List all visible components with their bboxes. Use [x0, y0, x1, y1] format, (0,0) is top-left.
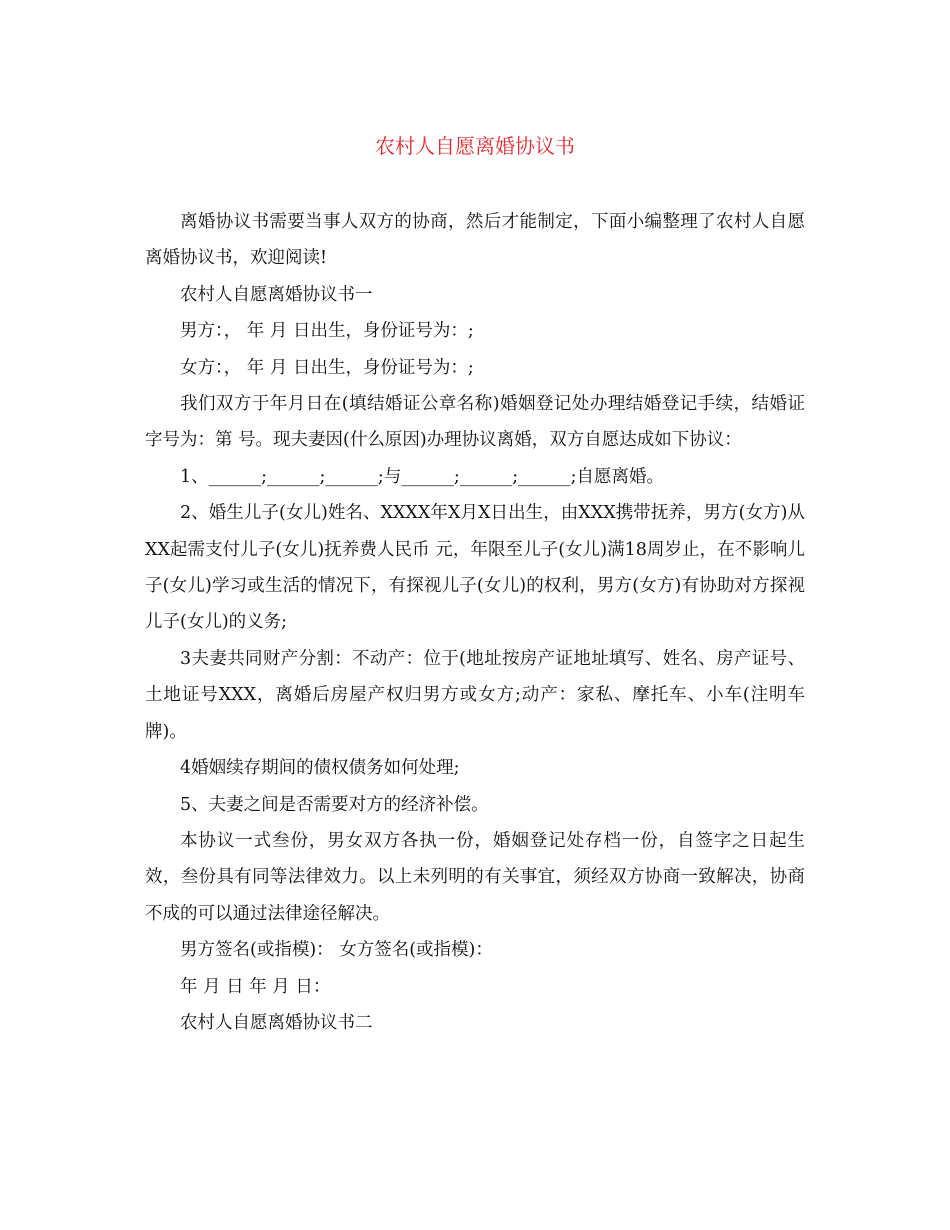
clause-4: 4婚姻续存期间的债权债务如何处理;: [180, 758, 460, 779]
date-line: 年 月 日 年 月 日：: [180, 976, 331, 997]
clause-2: 2、婚生儿子(女儿)姓名、XXXX年X月X日出生，由XXX携带抚养，男方(女方)从XX起需支付儿子(女儿)抚养费人民币 元，年限至儿子(女儿)满18周岁止，在不影响儿子(女儿)学习或生活的情况下，有探视儿子(女儿)的权利，男方(女方)有协助对方探视儿子(女儿)的义务;: [145, 503, 805, 633]
intro-paragraph: 离婚协议书需要当事人双方的协商，然后才能制定，下面小编整理了农村人自愿离婚协议书，欢迎阅读!: [145, 212, 805, 269]
document-body: [145, 204, 805, 1041]
clause-1: 1、______;______;______;与______;______;______;自愿离婚。: [180, 466, 665, 487]
signature-line: 男方签名(或指模)： 女方签名(或指模)：: [180, 940, 493, 961]
female-party-line: 女方：， 年 月 日出生，身份证号为：;: [180, 357, 474, 378]
clause-5: 5、夫妻之间是否需要对方的经济补偿。: [180, 794, 489, 815]
marriage-registration-paragraph: 我们双方于年月日在(填结婚证公章名称)婚姻登记处办理结婚登记手续，结婚证字号为：第 号。现夫妻因(什么原因)办理协议离婚，双方自愿达成如下协议：: [145, 394, 805, 451]
document-title: 农村人自愿离婚协议书: [375, 134, 575, 158]
agreement-validity-paragraph: 本协议一式叁份，男女双方各执一份，婚姻登记处存档一份，自签字之日起生效，叁份具有同等法律效力。以上未列明的有关事宜，须经双方协商一致解决，协商不成的可以通过法律途径解决。: [145, 830, 805, 924]
clause-3: 3夫妻共同财产分割：不动产：位于(地址按房产证地址填写、姓名、房产证号、土地证号XXX，离婚后房屋产权归男方或女方;动产：家私、摩托车、小车(注明车牌)。: [145, 648, 805, 742]
section-heading-one: 农村人自愿离婚协议书一: [180, 284, 373, 305]
section-heading-two: 农村人自愿离婚协议书二: [180, 1012, 373, 1033]
male-party-line: 男方：， 年 月 日出生，身份证号为：;: [180, 321, 474, 342]
